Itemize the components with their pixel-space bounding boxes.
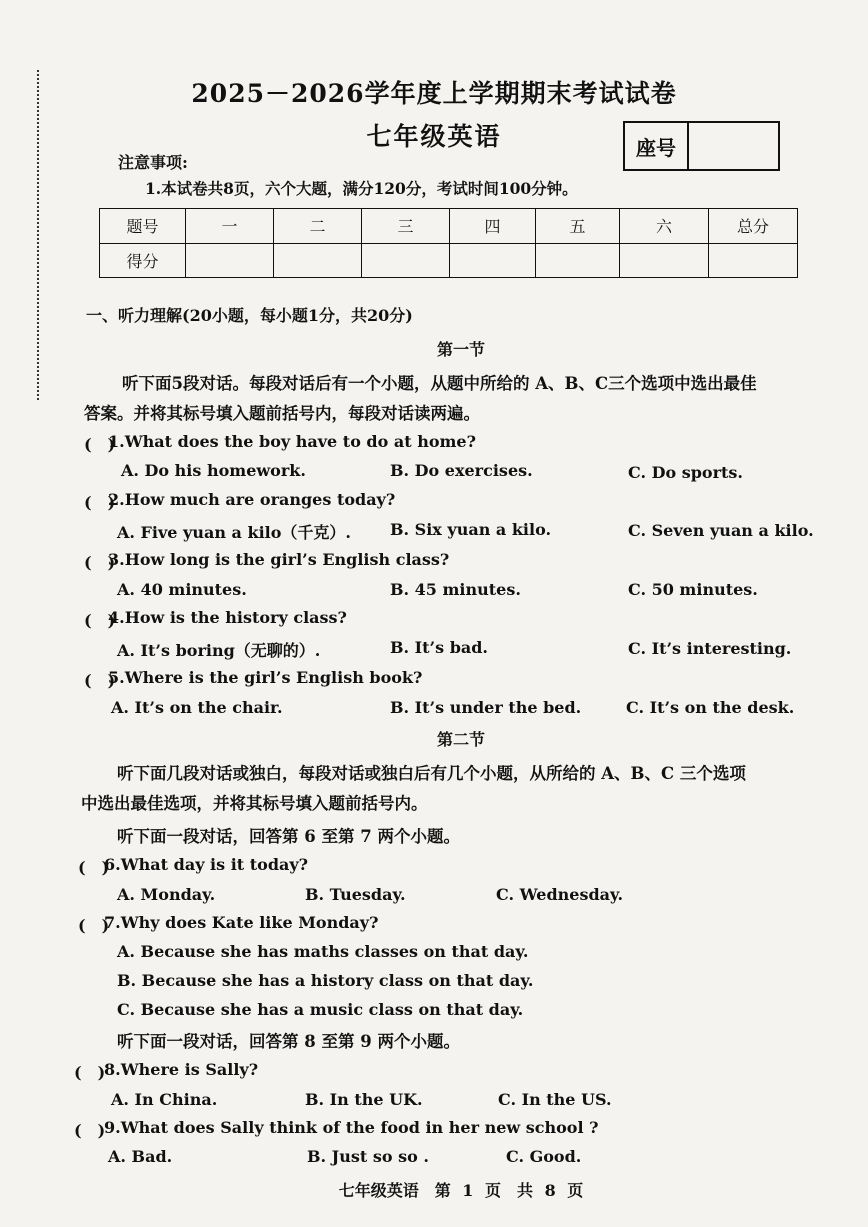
question-8-option-b: B. In the UK. [305, 1090, 423, 1109]
answer-bracket[interactable]: ( ) [84, 553, 116, 572]
question-2-option-a: A. Five yuan a kilo（千克）. [117, 523, 351, 542]
exam-title: 2025－2026学年度上学期期末考试试卷 [191, 79, 677, 108]
question-9-option-b: B. Just so so . [307, 1147, 429, 1166]
score-table [99, 208, 798, 278]
question-8-option-a: A. In China. [111, 1090, 218, 1109]
question-1-option-c: C. Do sports. [628, 463, 743, 482]
question-9-option-c: C. Good. [506, 1147, 582, 1166]
part2-instruction-line1: 听下面几段对话或独白，每段对话或独白后有几个小题，从所给的 A、B、C 三个选项 [117, 764, 746, 783]
question-7-option-c: C. Because she has a music class on that day. [117, 1000, 524, 1019]
question-3-option-a: A. 40 minutes. [117, 580, 247, 599]
question-4: 4.How is the history class? [108, 608, 347, 627]
question-9: 9.What does Sally think of the food in her new school ? [104, 1118, 599, 1137]
notes-item-1: 1.本试卷共8页，六个大题，满分120分，考试时间100分钟。 [145, 179, 578, 198]
score-header-cell: 二 [274, 209, 362, 244]
score-header-cell: 六 [620, 209, 709, 244]
answer-bracket[interactable]: ( ) [78, 858, 110, 877]
question-3-option-c: C. 50 minutes. [628, 580, 758, 599]
exam-subtitle: 七年级英语 [366, 122, 502, 151]
part1-title: 第一节 [436, 340, 485, 359]
score-cell[interactable] [536, 243, 620, 278]
score-header-cell: 五 [536, 209, 620, 244]
question-4-option-a: A. It’s boring（无聊的）. [117, 641, 321, 660]
question-1: 1.What does the boy have to do at home? [108, 432, 476, 451]
part2-title: 第二节 [436, 730, 485, 749]
question-7: 7.Why does Kate like Monday? [104, 913, 379, 932]
question-2: 2.How much are oranges today? [108, 490, 396, 509]
score-table-score-row [100, 243, 798, 278]
part2-note-6-7: 听下面一段对话，回答第 6 至第 7 两个小题。 [117, 827, 460, 846]
score-cell[interactable] [274, 243, 362, 278]
answer-bracket[interactable]: ( ) [84, 493, 116, 512]
answer-bracket[interactable]: ( ) [84, 435, 116, 454]
part2-instruction-line2: 中选出最佳选项，并将其标号填入题前括号内。 [81, 794, 428, 813]
score-header-cell: 题号 [100, 209, 186, 244]
question-6-option-c: C. Wednesday. [496, 885, 624, 904]
question-2-option-c: C. Seven yuan a kilo. [628, 521, 814, 540]
part2-note-8-9: 听下面一段对话，回答第 8 至第 9 两个小题。 [117, 1032, 460, 1051]
question-6: 6.What day is it today? [104, 855, 309, 874]
question-5: 5.Where is the girl’s English book? [108, 668, 423, 687]
answer-bracket[interactable]: ( ) [84, 671, 116, 690]
question-6-option-b: B. Tuesday. [305, 885, 406, 904]
question-2-option-b: B. Six yuan a kilo. [390, 520, 552, 539]
question-3: 3.How long is the girl’s English class? [108, 550, 450, 569]
question-9-option-a: A. Bad. [108, 1147, 173, 1166]
score-header-cell: 总分 [709, 209, 798, 244]
question-4-option-b: B. It’s bad. [390, 638, 488, 657]
answer-bracket[interactable]: ( ) [74, 1063, 106, 1082]
score-header-cell: 三 [362, 209, 450, 244]
part1-instruction-line1: 听下面5段对话。每段对话后有一个小题，从题中所给的 A、B、C三个选项中选出最佳 [122, 374, 757, 393]
score-table-header-row [100, 209, 798, 244]
question-1-option-a: A. Do his homework. [121, 461, 306, 480]
question-3-option-b: B. 45 minutes. [390, 580, 521, 599]
score-header-cell: 一 [186, 209, 274, 244]
score-header-cell: 四 [450, 209, 536, 244]
score-cell[interactable] [709, 243, 798, 278]
seat-number-field[interactable] [689, 123, 778, 169]
question-7-option-b: B. Because she has a history class on that day. [117, 971, 534, 990]
score-row-label: 得分 [100, 243, 186, 278]
notes-heading: 注意事项: [118, 153, 188, 172]
question-1-option-b: B. Do exercises. [390, 461, 533, 480]
answer-bracket[interactable]: ( ) [84, 611, 116, 630]
question-5-option-c: C. It’s on the desk. [626, 698, 795, 717]
question-6-option-a: A. Monday. [117, 885, 216, 904]
question-4-option-c: C. It’s interesting. [628, 639, 792, 658]
score-cell[interactable] [620, 243, 709, 278]
score-cell[interactable] [362, 243, 450, 278]
score-cell[interactable] [186, 243, 274, 278]
page-footer: 七年级英语 第 1 页 共 8 页 [338, 1181, 584, 1200]
seat-number-box [623, 121, 780, 171]
question-5-option-b: B. It’s under the bed. [390, 698, 582, 717]
question-8-option-c: C. In the US. [498, 1090, 612, 1109]
answer-bracket[interactable]: ( ) [78, 916, 110, 935]
answer-bracket[interactable]: ( ) [74, 1121, 106, 1140]
seat-label: 座号 [625, 123, 689, 169]
part1-instruction-line2: 答案。并将其标号填入题前括号内，每段对话读两遍。 [84, 404, 480, 423]
score-cell[interactable] [450, 243, 536, 278]
question-7-option-a: A. Because she has maths classes on that day. [117, 942, 529, 961]
question-8: 8.Where is Sally? [104, 1060, 259, 1079]
question-5-option-a: A. It’s on the chair. [111, 698, 283, 717]
section1-heading: 一、听力理解(20小题，每小题1分，共20分) [86, 306, 413, 325]
